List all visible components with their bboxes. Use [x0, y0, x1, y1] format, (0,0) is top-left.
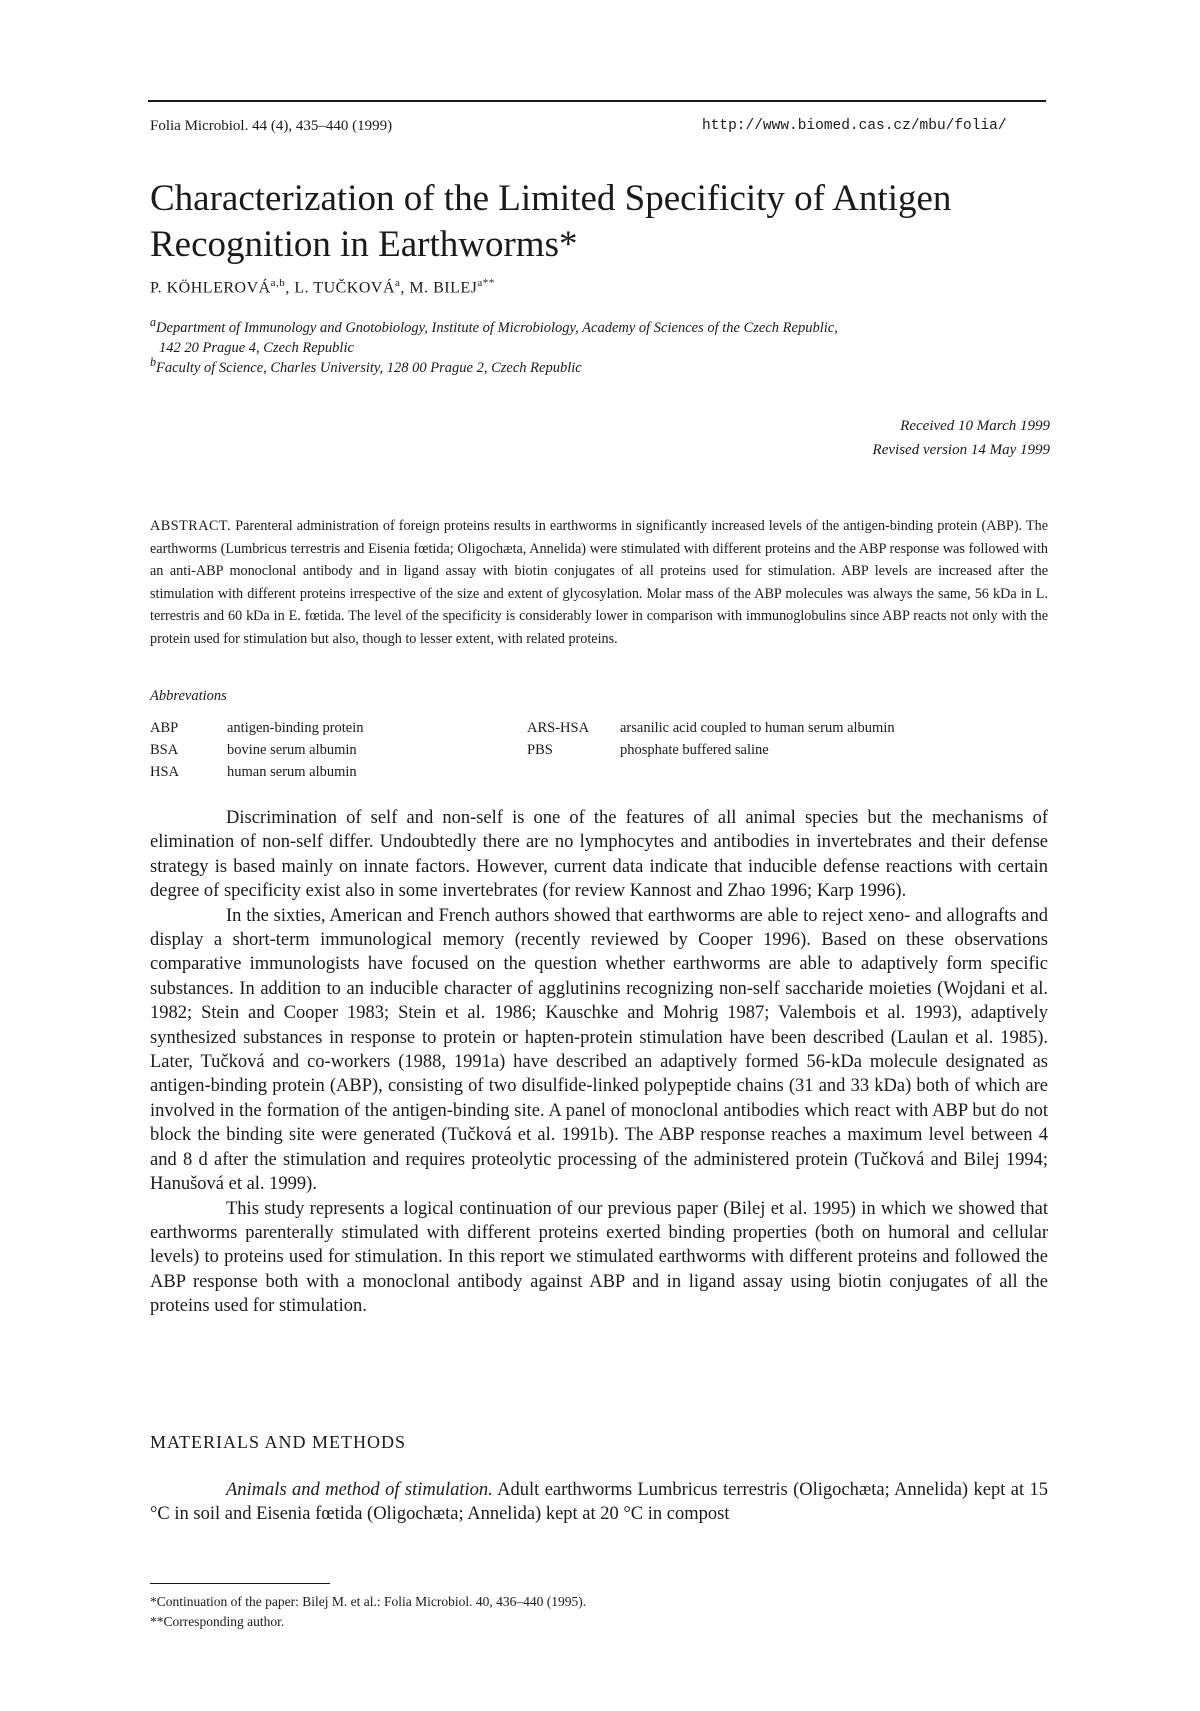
- paragraph-3: This study represents a logical continuation of our previous paper (Bilej et al. 1995) in which we showed that earthworms parenterally stimulated with different proteins exerted binding properties (both on humoral and cellular levels) to proteins used for stimulation. In this report we stimulated earthworms with different proteins and followed the ABP response both with a monoclonal antibody against ABP and in ligand assay using biotin conjugates of all the proteins used for stimulation.: [150, 1198, 1048, 1317]
- abbreviations-title: Abbrevations: [150, 688, 227, 704]
- footnote-2: **Corresponding author.: [150, 1614, 285, 1629]
- methods-text: Adult earthworms Lumbricus terrestris (Oligochæta; Annelida) kept at 15 °C in soil and Eisenia fœtida (Oligochæta; Annelida) kept at 20 °C in compost: [150, 1480, 1049, 1525]
- affil-a-line-1: Department of Immunology and Gnotobiology, Institute of Microbiology, Academy of Sciences of the Czech Republic,: [156, 319, 838, 336]
- abbr-definition: phosphate buffered saline: [620, 742, 769, 758]
- methods-paragraph: [150, 1478, 1048, 1527]
- affiliation-a: [150, 312, 1050, 358]
- abbr-definition: bovine serum albumin: [227, 742, 357, 758]
- article-title: [150, 176, 1050, 268]
- abstract-text: Parenteral administration of foreign proteins results in earthworms in significantly increased levels of the antigen-binding protein (ABP). The earthworms (Lumbricus terrestris and Eisenia fœtida; Oligochæta, Annelida) were stimulated with different proteins and the ABP response was followed with an anti-ABP monoclonal antibody and in ligand assay with biotin conjugates of all proteins used for stimulation. ABP levels are increased after the stimulation with different proteins irrespective of the size and extent of glycosylation. Molar mass of the ABP molecules was always the same, 56 kDa in L. terrestris and 60 kDa in E. fœtida. The level of the specificity is considerably lower in comparison with immunoglobulins since ABP reacts not only with the protein used for stimulation but also, though to lesser extent, with related proteins.: [150, 518, 1048, 647]
- author-list: [150, 277, 495, 297]
- abbr-definition: human serum albumin: [227, 764, 357, 780]
- affil-b-line-1: Faculty of Science, Charles University, 128 00 Prague 2, Czech Republic: [156, 359, 582, 376]
- revised-date: Revised version 14 May 1999: [872, 442, 1050, 458]
- abstract-label: ABSTRACT.: [150, 518, 232, 534]
- abbr-term: BSA: [150, 742, 179, 758]
- paragraph-2: In the sixties, American and French authors showed that earthworms are able to reject xeno- and allografts and display a short-term immunological memory (recently reviewed by Cooper 1996). Based on these observations comparative immunologists have focused on the question whether earthworms are able to adaptively form specific substances. In addition to an inducible character of agglutinins recognizing non-self saccharide moieties (Wojdani et al. 1982; Stein and Cooper 1983; Stein et al. 1986; Kauschke and Mohrig 1987; Valembois et al. 1993), adaptively synthesized substances in response to protein or hapten-protein stimulation have been described (Laulan et al. 1985). Later, Tučková and co-workers (1988, 1991a) have described an adaptively formed 56-kDa molecule designated as antigen-binding protein (ABP), consisting of two disulfide-linked polypeptide chains (31 and 33 kDa) both of which are involved in the formation of the antigen-binding site. A panel of monoclonal antibodies which react with ABP but do not block the binding site were generated (Tučková et al. 1991b). The ABP response reaches a maximum level between 4 and 8 d after the stimulation and requires proteolytic processing of the administered protein (Tučková and Bilej 1994; Hanušová et al. 1999).: [150, 905, 1048, 1195]
- abbr-term: ARS-HSA: [527, 720, 590, 736]
- title-line-2: Recognition in Earthworms*: [150, 224, 578, 265]
- affil-a-line-2: 142 20 Prague 4, Czech Republic: [159, 339, 354, 356]
- title-line-1: Characterization of the Limited Specificity of Antigen: [150, 178, 952, 219]
- author-3: , M. BILEJ: [400, 279, 478, 297]
- author-3-affil: a**: [477, 277, 495, 289]
- affiliation-b: [150, 352, 1050, 378]
- author-2-affil: a: [395, 277, 401, 289]
- author-1: P. KÖHLEROVÁ: [150, 279, 271, 297]
- received-date: Received 10 March 1999: [900, 418, 1050, 434]
- footnote-1: *Continuation of the paper: Bilej M. et al.: Folia Microbiol. 40, 436–440 (1995).: [150, 1594, 587, 1609]
- section-heading: MATERIALS AND METHODS: [150, 1432, 407, 1452]
- abbr-definition: antigen-binding protein: [227, 720, 364, 736]
- abbr-term: HSA: [150, 764, 180, 780]
- affil-a-mark: a: [150, 315, 157, 329]
- affil-b-mark: b: [150, 355, 157, 369]
- author-1-affil: a,b: [270, 277, 286, 289]
- footnote-rule: [150, 1583, 330, 1584]
- methods-subheading: Animals and method of stimulation.: [226, 1480, 493, 1500]
- abstract: [150, 515, 1048, 651]
- intro-text: [150, 806, 1048, 1319]
- author-2: , L. TUČKOVÁ: [285, 279, 396, 297]
- abbr-term: ABP: [150, 720, 179, 736]
- paragraph-1: Discrimination of self and non-self is one of the features of all animal species but the mechanisms of elimination of non-self differ. Undoubtedly there are no lymphocytes and antibodies in invertebrates and their defense strategy is based mainly on innate factors. However, current data indicate that inducible defense reactions with certain degree of specificity exist also in some invertebrates (for review Kannost and Zhao 1996; Karp 1996).: [150, 808, 1048, 902]
- journal-reference: Folia Microbiol. 44 (4), 435–440 (1999): [150, 118, 393, 134]
- header-rule: [148, 100, 1046, 102]
- abbr-term: PBS: [527, 742, 553, 758]
- abbr-definition: arsanilic acid coupled to human serum albumin: [620, 720, 895, 736]
- journal-url[interactable]: http://www.biomed.cas.cz/mbu/folia/: [702, 118, 1007, 134]
